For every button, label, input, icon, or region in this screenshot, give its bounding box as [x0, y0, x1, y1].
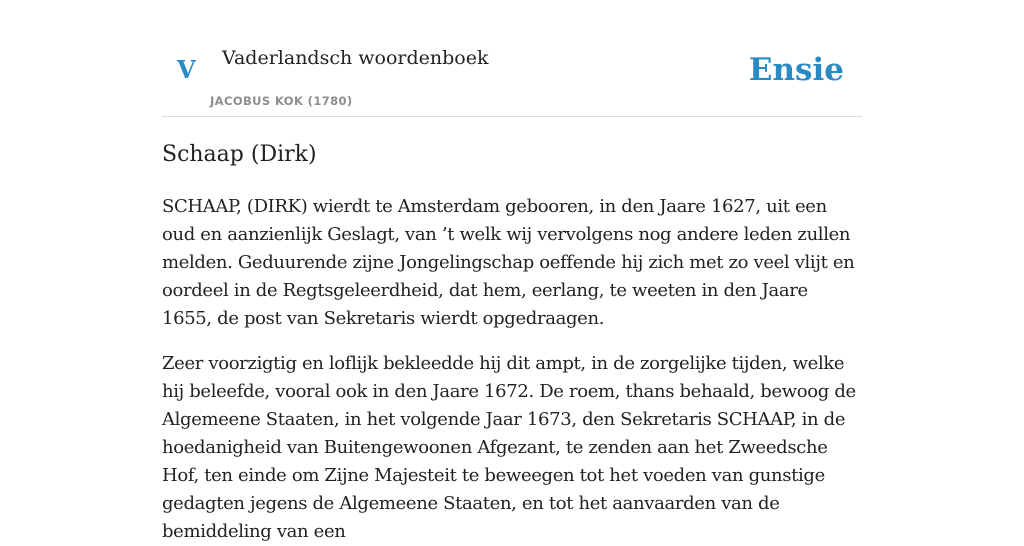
- book-title-link[interactable]: Vaderlandsch woordenboek: [222, 47, 489, 69]
- ensie-logo-link[interactable]: Ensie: [748, 52, 844, 88]
- article-title: Schaap (Dirk): [162, 142, 317, 167]
- book-header: [162, 0, 862, 117]
- article-paragraph: Zeer voorzigtig en loflijk bekleedde hij dit ampt, in de zorgelijke tijden, welke hij beleefde, vooral ook in den Jaare 1672. De roem, thans behaald, bewoog de Algemeene Staaten, in het volgende Jaar 1673, den Sekretaris SCHAAP, in de hoedanigheid van Buitengewoonen Afgezant, te zenden aan het Zweedsche Hof, ten einde om Zijne Majesteit te beweegen tot het voeden van gunstige gedagten jegens de Algemeene Staaten, en tot het aanvaarden van de bemiddeling van een: [162, 353, 856, 542]
- article-paragraph: SCHAAP, (DIRK) wierdt te Amsterdam gebooren, in den Jaare 1627, uit een oud en aanzienlijk Geslagt, van ’t welk wij vervolgens nog andere leden zullen melden. Geduurende zijne Jongelingschap oeffende hij zich met zo veel vlijt en oordeel in de Regtsgeleerdheid, dat hem, eerlang, te weeten in den Jaare 1655, de post van Sekretaris wierdt opgedraagen.: [162, 196, 855, 329]
- book-letter-badge: V: [177, 55, 196, 84]
- book-author: JACOBUS KOK (1780): [210, 94, 353, 108]
- article: [162, 136, 862, 546]
